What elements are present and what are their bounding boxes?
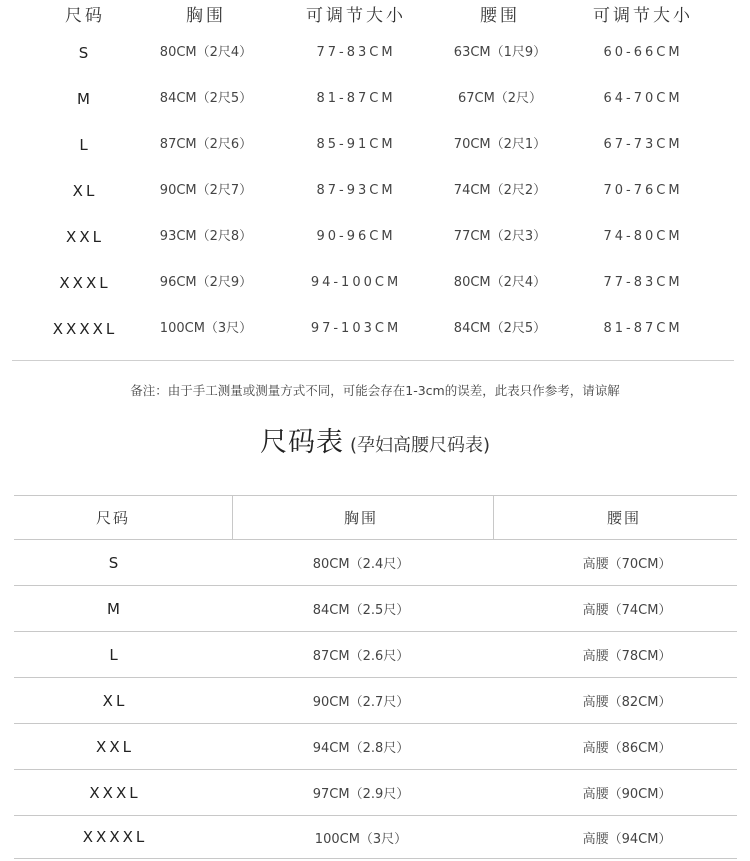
cell-size: M [77, 90, 93, 108]
cell-waist-adjust: 77-83CM [603, 275, 683, 290]
table-row [0, 222, 750, 252]
header-size: 尺码 [65, 6, 105, 26]
header-size: 尺码 [95, 509, 131, 527]
table-border [14, 858, 737, 859]
cell-bust: 97CM（2.9尺） [312, 787, 410, 802]
cell-waist: 高腰（86CM） [582, 741, 672, 756]
cell-size: S [108, 553, 122, 572]
header-waist: 腰围 [606, 509, 642, 527]
cell-bust: 96CM（2尺9） [159, 275, 253, 290]
cell-size: XXXL [59, 274, 111, 292]
cell-waist: 84CM（2尺5） [453, 321, 547, 336]
table-row [0, 268, 750, 298]
cell-waist-adjust: 74-80CM [603, 229, 683, 244]
cell-waist: 80CM（2尺4） [453, 275, 547, 290]
table-row [14, 724, 737, 769]
cell-size: XL [72, 182, 98, 200]
cell-bust: 84CM（2.5尺） [312, 603, 410, 618]
cell-bust: 80CM（2尺4） [159, 45, 253, 60]
cell-size: XXL [66, 228, 104, 246]
table-row [0, 314, 750, 344]
cell-waist-adjust: 64-70CM [603, 91, 683, 106]
cell-bust: 90CM（2尺7） [159, 183, 253, 198]
cell-waist: 高腰（90CM） [582, 787, 672, 802]
cell-bust-adjust: 77-83CM [316, 45, 396, 60]
table-row [14, 540, 737, 585]
table-row [0, 130, 750, 160]
cell-bust: 80CM（2.4尺） [312, 557, 410, 572]
cell-size: XXXXL [82, 828, 148, 846]
cell-bust-adjust: 87-93CM [316, 183, 396, 198]
title-main: 尺码表 [259, 427, 344, 458]
cell-waist-adjust: 67-73CM [603, 137, 683, 152]
cell-size: XL [102, 691, 128, 710]
cell-waist-adjust: 60-66CM [603, 45, 683, 60]
table-row [0, 176, 750, 206]
cell-waist: 高腰（70CM） [582, 557, 672, 572]
cell-waist: 70CM（2尺1） [453, 137, 547, 152]
cell-size: L [79, 136, 91, 154]
header-waist: 腰围 [480, 6, 520, 26]
table-row [14, 586, 737, 631]
cell-size: XXXXL [52, 320, 118, 338]
cell-waist: 63CM（1尺9） [453, 45, 547, 60]
header-bust-adjust: 可调节大小 [306, 6, 406, 26]
cell-waist: 高腰（74CM） [582, 603, 672, 618]
disclaimer-note: 备注：由于手工测量或测量方式不同，可能会存在1-3cm的误差，此表只作参考，请谅解 [130, 383, 620, 398]
cell-bust: 90CM（2.7尺） [312, 695, 410, 710]
cell-waist-adjust: 70-76CM [603, 183, 683, 198]
table-row [14, 632, 737, 677]
cell-size: M [107, 599, 123, 618]
cell-size: XXXL [89, 783, 141, 802]
cell-size: L [109, 645, 121, 664]
table-row [0, 38, 750, 68]
table-row [14, 816, 737, 858]
cell-bust: 84CM（2尺5） [159, 91, 253, 106]
cell-bust-adjust: 97-103CM [310, 321, 402, 336]
cell-bust: 87CM（2.6尺） [312, 649, 410, 664]
header-bust: 胸围 [343, 509, 379, 527]
header-bust: 胸围 [186, 6, 226, 26]
cell-waist: 77CM（2尺3） [453, 229, 547, 244]
cell-bust-adjust: 85-91CM [316, 137, 396, 152]
cell-bust: 100CM（3尺） [314, 831, 408, 847]
cell-size: S [78, 44, 92, 62]
cell-waist: 高腰（82CM） [582, 695, 672, 710]
cell-size: XXL [96, 737, 134, 756]
cell-waist: 高腰（94CM） [582, 831, 672, 847]
cell-bust-adjust: 81-87CM [316, 91, 396, 106]
cell-bust-adjust: 90-96CM [316, 229, 396, 244]
title-sub: (孕妇高腰尺码表) [349, 435, 491, 456]
cell-waist: 高腰（78CM） [582, 649, 672, 664]
page-title [0, 420, 750, 459]
table-header-row [14, 496, 737, 539]
cell-waist-adjust: 81-87CM [603, 321, 683, 336]
table-header-row [0, 1, 750, 31]
cell-bust: 93CM（2尺8） [159, 229, 253, 244]
cell-waist: 74CM（2尺2） [453, 183, 547, 198]
divider [12, 360, 734, 361]
cell-waist: 67CM（2尺） [457, 91, 543, 106]
cell-bust: 87CM（2尺6） [159, 137, 253, 152]
cell-bust: 94CM（2.8尺） [312, 741, 410, 756]
table-row [14, 678, 737, 723]
cell-bust: 100CM（3尺） [159, 321, 253, 336]
table-row [14, 770, 737, 815]
size-table-maternity [14, 495, 737, 859]
table-row [0, 84, 750, 114]
cell-bust-adjust: 94-100CM [310, 275, 402, 290]
header-waist-adjust: 可调节大小 [593, 6, 693, 26]
